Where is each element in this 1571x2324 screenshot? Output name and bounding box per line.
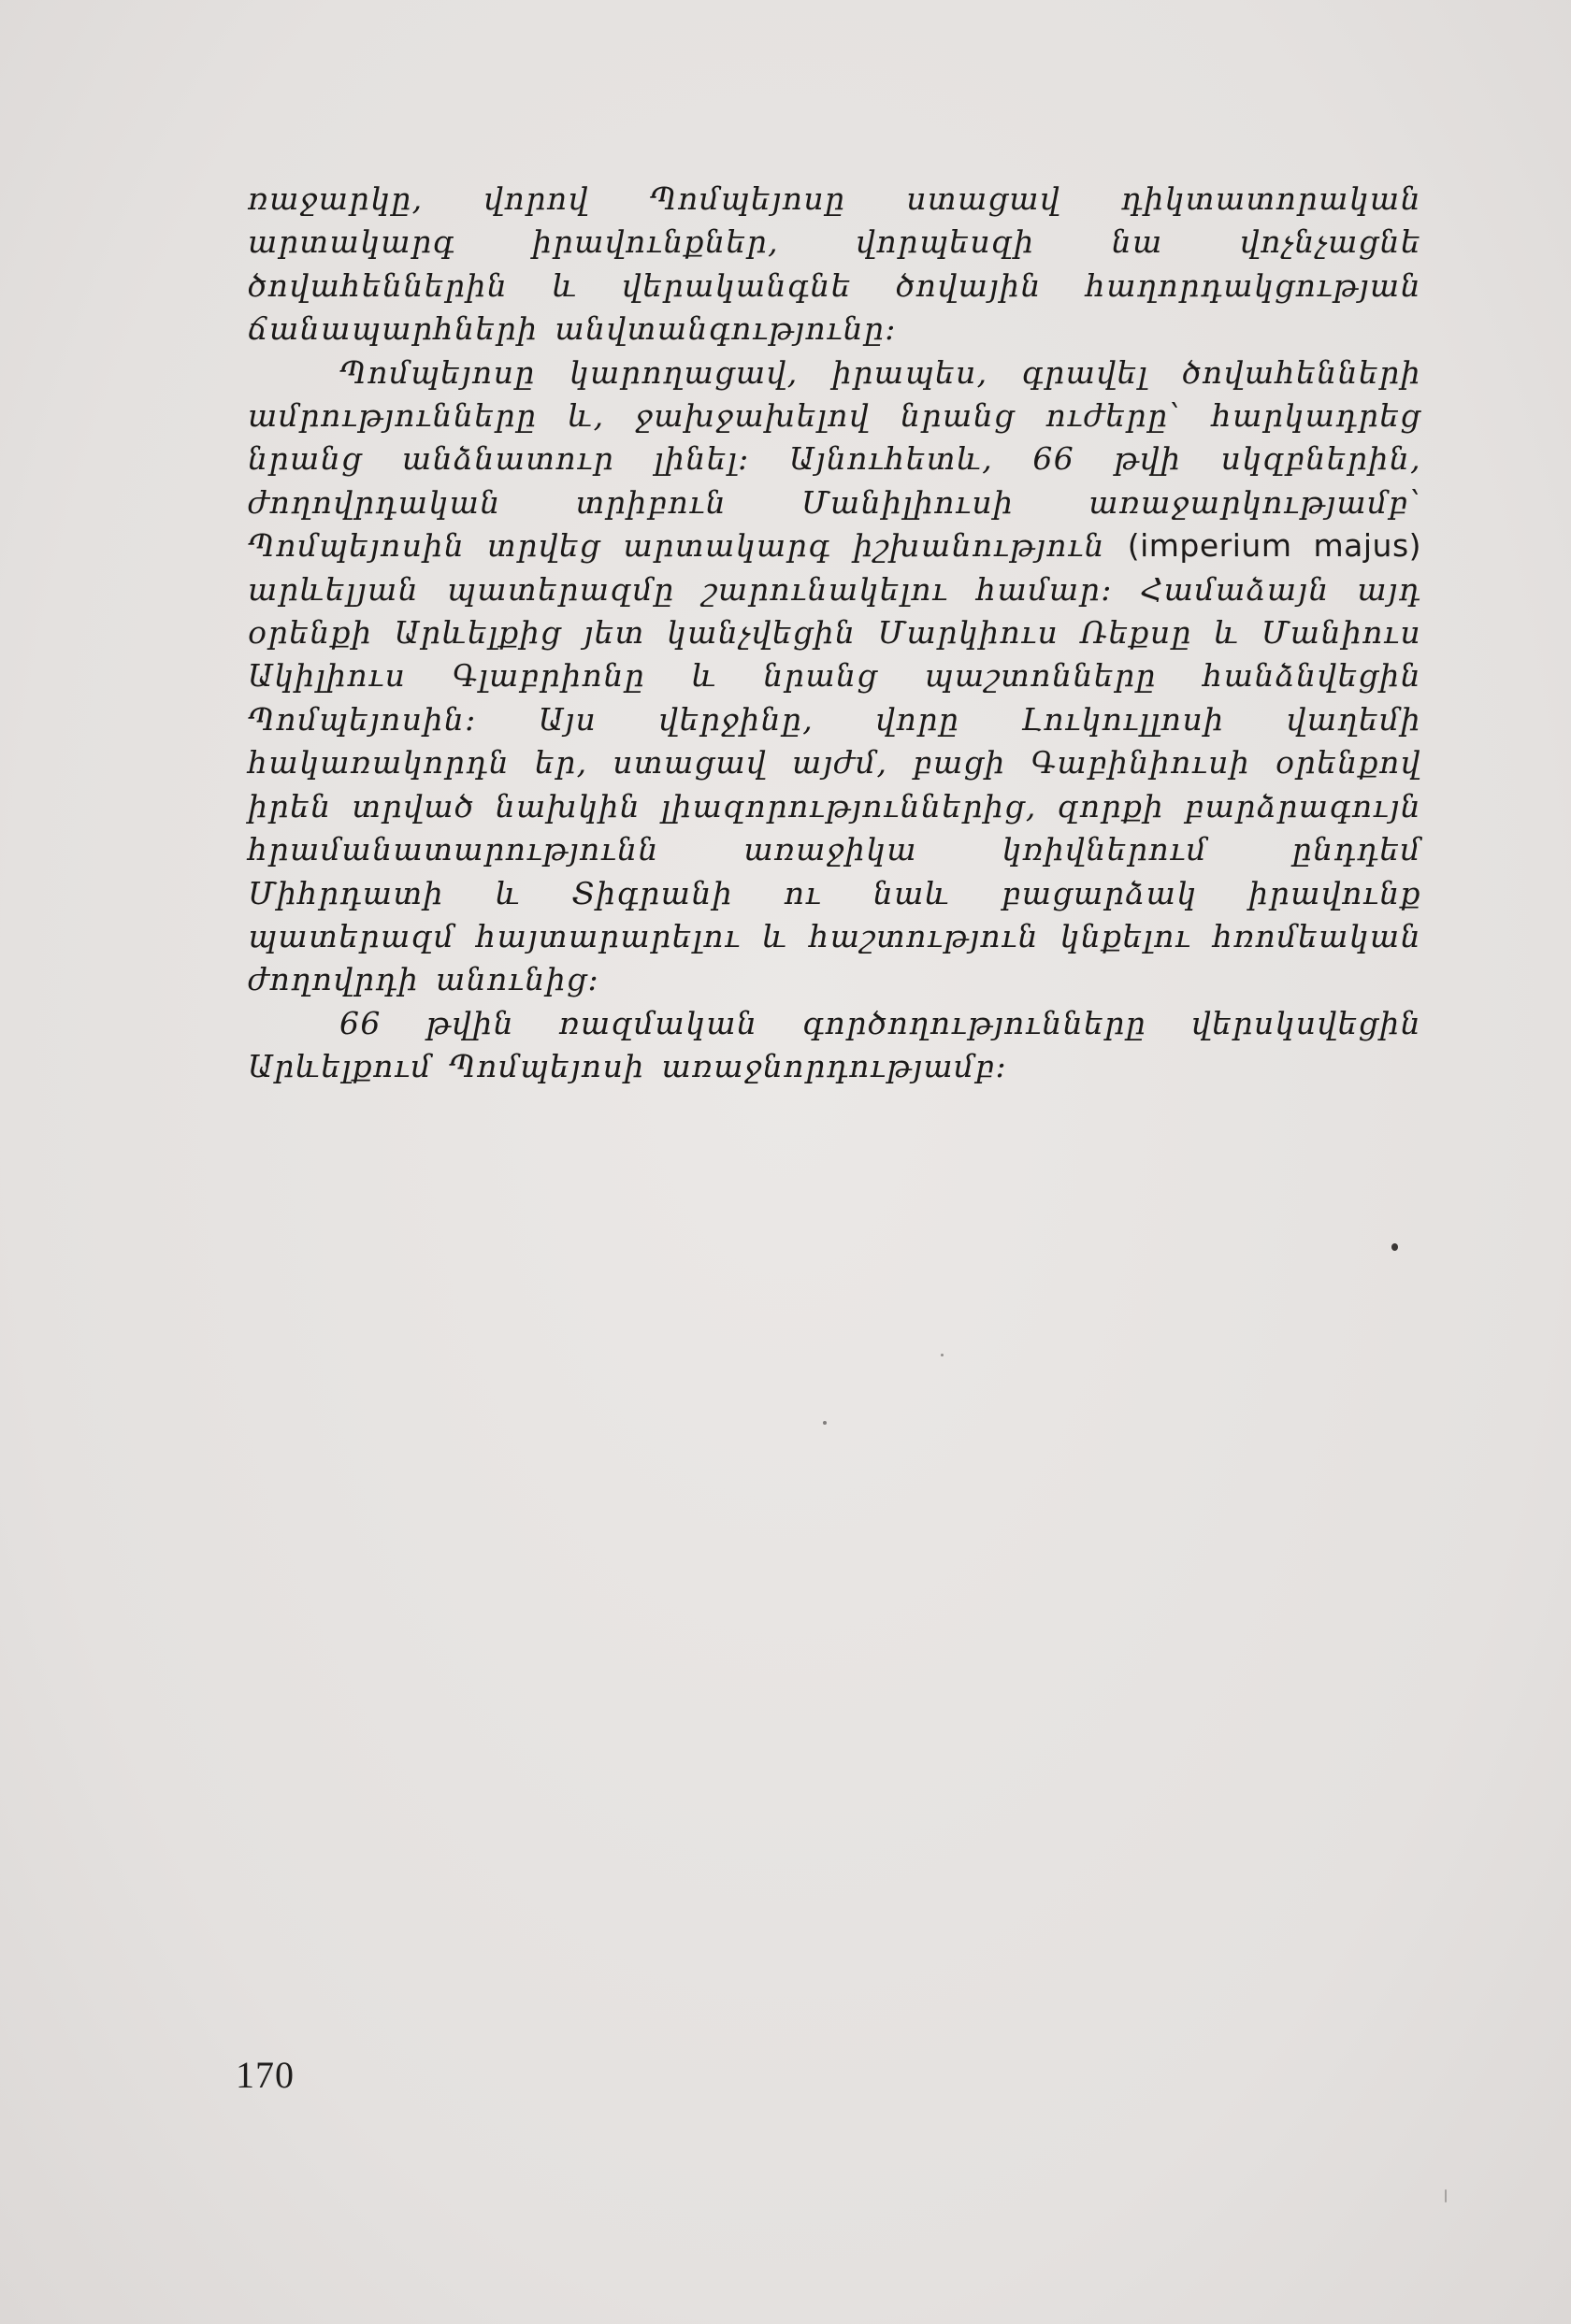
paragraph-2-text-before: Պոմպեյոսը կարողացավ, իրապես, գրավել ծովահենների ամրությունները և, ջախջախելով նրանց ուժերը՝ հարկադրեց նրանց անձնատուր լինել։ Այնուհետև, 66 թվի սկզբներին, ժողովրդական տրիբուն Մանիլիուսի առաջարկությամբ՝ Պոմպեյոսին տրվեց արտակարգ իշխանություն bbox=[248, 353, 1421, 565]
page-number: 170 bbox=[236, 2054, 295, 2096]
latin-term: (imperium majus) bbox=[1127, 527, 1422, 565]
paragraph-1: ռաջարկը, վորով Պոմպեյոսը ստացավ դիկտատորական արտակարգ իրավունքներ, վորպեսզի նա վոչնչացնե ծովահեններին և վերականգնե ծովային հաղորդակցության ճանապարհների անվտանգությունը։ bbox=[248, 180, 1421, 348]
paper-speck bbox=[941, 1354, 944, 1356]
paragraph-2 bbox=[248, 351, 1421, 1002]
paper-speck bbox=[1445, 2189, 1447, 2202]
body-text bbox=[248, 178, 1421, 1089]
paragraph-2-text-after: արևելյան պատերազմը շարունակելու համար։ Համաձայն այդ օրենքի Արևելքից յետ կանչվեցին Մարկիուս Ռեքսը և Մանիուս Ակիլիուս Գլաբրիոնը և նրանց պաշտոնները հանձնվեցին Պոմպեյոսին։ Այս վերջինը, վորը Լուկուլլոսի վաղեմի հակառակորդն եր, ստացավ այժմ, բացի Գաբինիուսի օրենքով իրեն տրված նախկին լիազորություններից, զորքի բարձրագույն հրամանատարությունն առաջիկա կռիվներում ընդդեմ Միհրդատի և Տիգրանի ու նաև բացարձակ իրավունք պատերազմ հայտարարելու և հաշտություն կնքելու հռոմեական ժողովրդի անունից։ bbox=[248, 570, 1421, 998]
paragraph-3: 66 թվին ռազմական գործողությունները վերսկսվեցին Արևելքում Պոմպեյոսի առաջնորդությամբ։ bbox=[248, 1004, 1421, 1085]
paper-speck bbox=[1391, 1243, 1398, 1251]
paper-speck bbox=[823, 1421, 827, 1425]
